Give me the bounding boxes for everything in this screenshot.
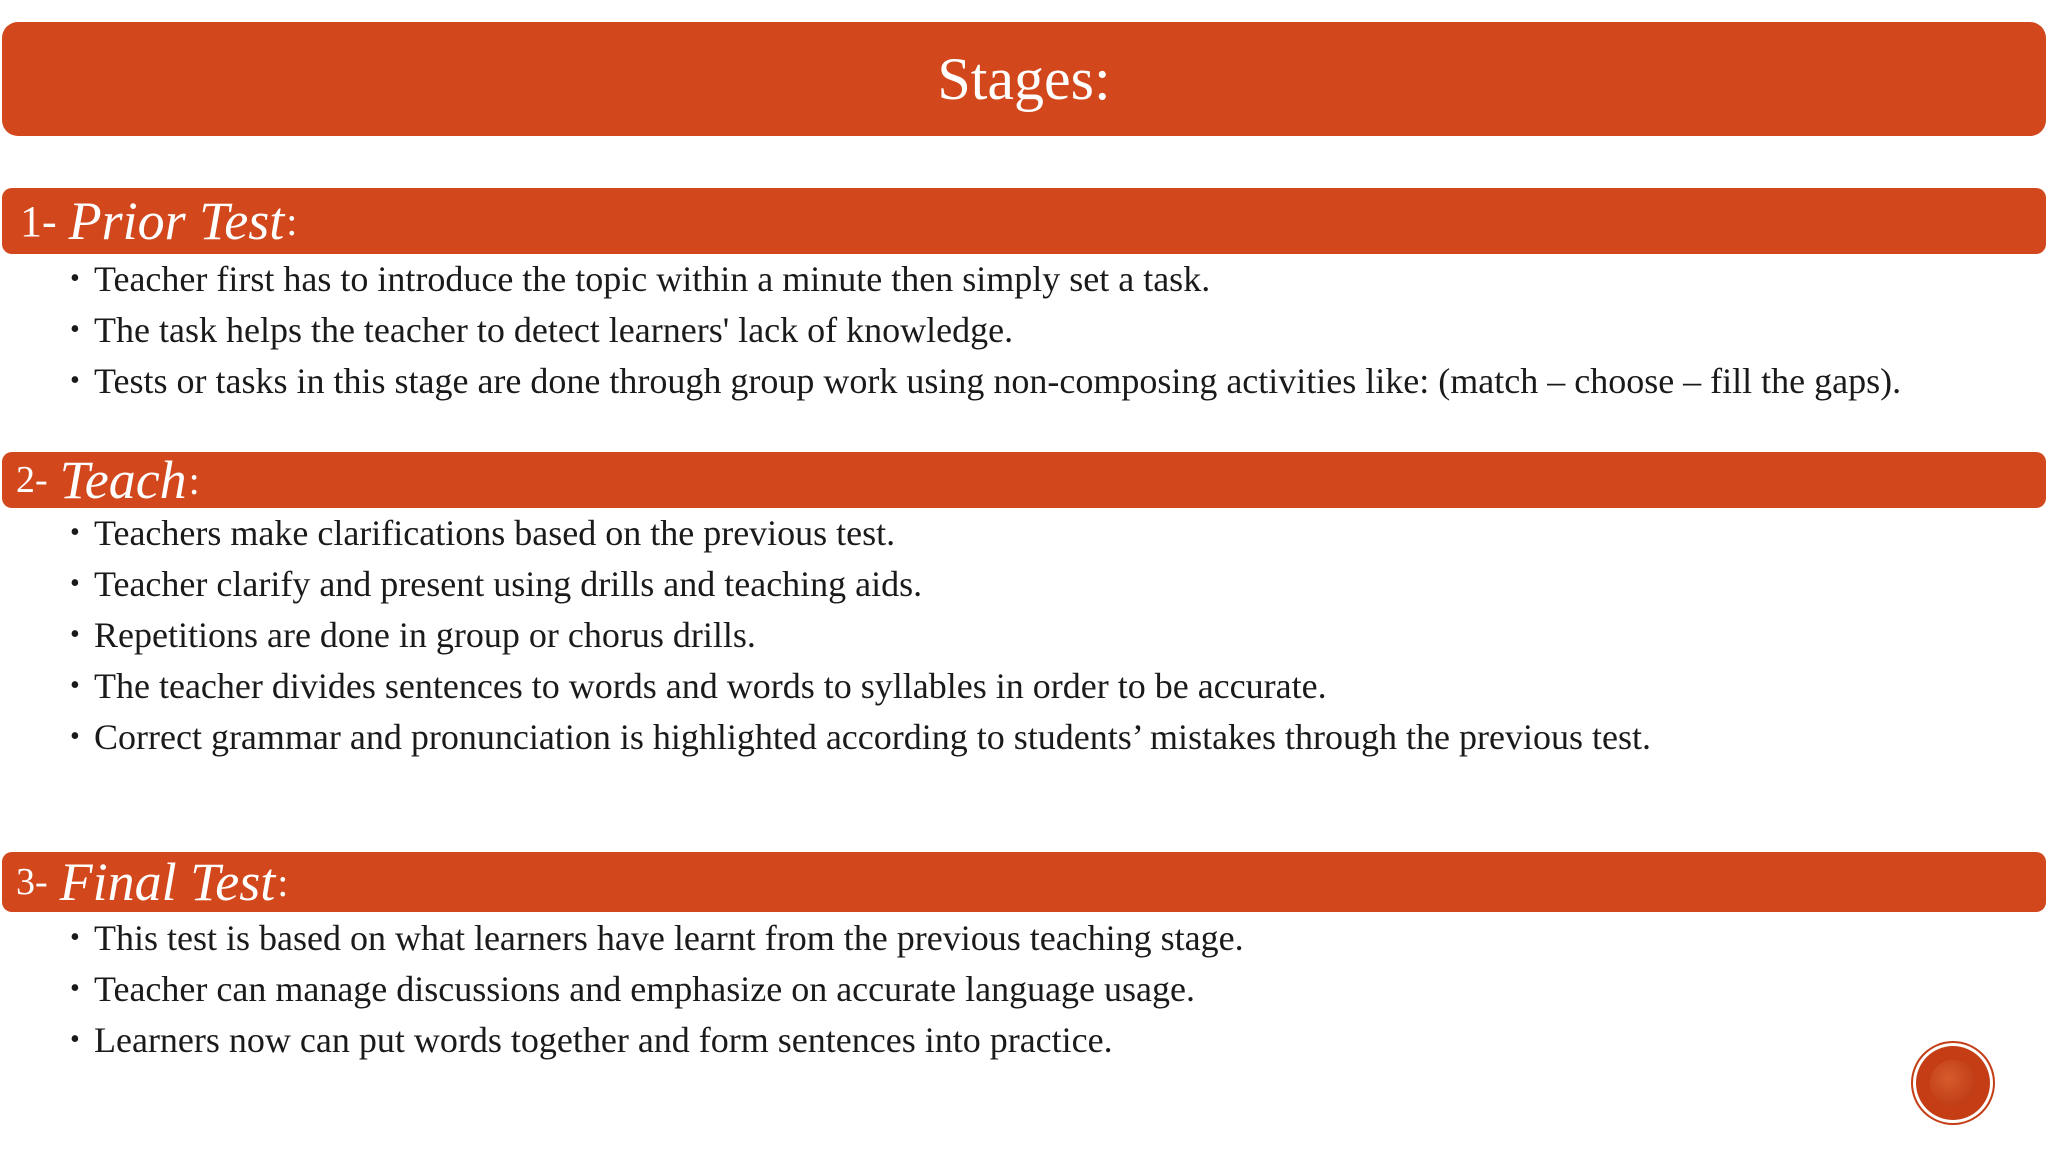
section-title: Teach	[59, 450, 187, 510]
bullet-text: Learners now can put words together and form sentences into practice.	[94, 1020, 1113, 1060]
list-item	[70, 563, 1970, 605]
list-item	[70, 968, 1970, 1010]
section-colon: :	[286, 198, 298, 244]
bullet-text: The teacher divides sentences to words and words to syllables in order to be accurate.	[94, 666, 1327, 706]
bullet-icon: •	[70, 314, 80, 345]
bullet-icon: •	[70, 1024, 80, 1055]
circle-decoration-icon	[1916, 1046, 1990, 1120]
list-item	[70, 1019, 1970, 1061]
bullet-icon: •	[70, 365, 80, 396]
bullet-icon: •	[70, 619, 80, 650]
title-bar	[2, 22, 2046, 136]
section-title: Final Test	[59, 852, 276, 912]
list-item	[70, 512, 1970, 554]
bullet-text: Teacher first has to introduce the topic within a minute then simply set a task.	[94, 259, 1211, 299]
bullet-list-prior-test	[70, 258, 1970, 402]
list-item	[70, 309, 1970, 351]
bullet-text: Teacher clarify and present using drills and teaching aids.	[94, 564, 923, 604]
bullet-text: Tests or tasks in this stage are done through group work using non-composing activities like: (match – choose – fill the gaps).	[94, 361, 1902, 401]
list-item	[70, 917, 1970, 959]
list-item	[70, 665, 1970, 707]
bullet-icon: •	[70, 670, 80, 701]
section-header-final-test	[2, 852, 2046, 912]
bullet-text: Teachers make clarifications based on the previous test.	[94, 513, 896, 553]
list-item	[70, 614, 1970, 656]
bullet-icon: •	[70, 973, 80, 1004]
list-item	[70, 360, 1970, 402]
bullet-text: Correct grammar and pronunciation is highlighted according to students’ mistakes through the previous test.	[94, 717, 1651, 757]
section-colon: :	[277, 859, 289, 905]
bullet-icon: •	[70, 922, 80, 953]
bullet-text: This test is based on what learners have learnt from the previous teaching stage.	[94, 918, 1244, 958]
bullet-icon: •	[70, 263, 80, 294]
bullet-list-teach	[70, 512, 1970, 758]
section-number: 2-	[16, 459, 48, 501]
list-item	[70, 258, 1970, 300]
list-item	[70, 716, 1970, 758]
section-colon: :	[188, 457, 200, 503]
bullet-icon: •	[70, 721, 80, 752]
section-title: Prior Test	[68, 191, 285, 251]
bullet-icon: •	[70, 517, 80, 548]
section-number: 1-	[20, 196, 57, 246]
bullet-text: The task helps the teacher to detect learners' lack of knowledge.	[94, 310, 1014, 350]
slide-title: Stages:	[937, 45, 1111, 112]
bullet-icon: •	[70, 568, 80, 599]
bullet-text: Teacher can manage discussions and emphasize on accurate language usage.	[94, 969, 1195, 1009]
section-header-teach	[2, 452, 2046, 508]
section-number: 3-	[16, 861, 48, 903]
circle-inner-icon	[1930, 1060, 1976, 1106]
bullet-text: Repetitions are done in group or chorus drills.	[94, 615, 756, 655]
section-header-prior-test	[2, 188, 2046, 254]
bullet-list-final-test	[70, 917, 1970, 1061]
